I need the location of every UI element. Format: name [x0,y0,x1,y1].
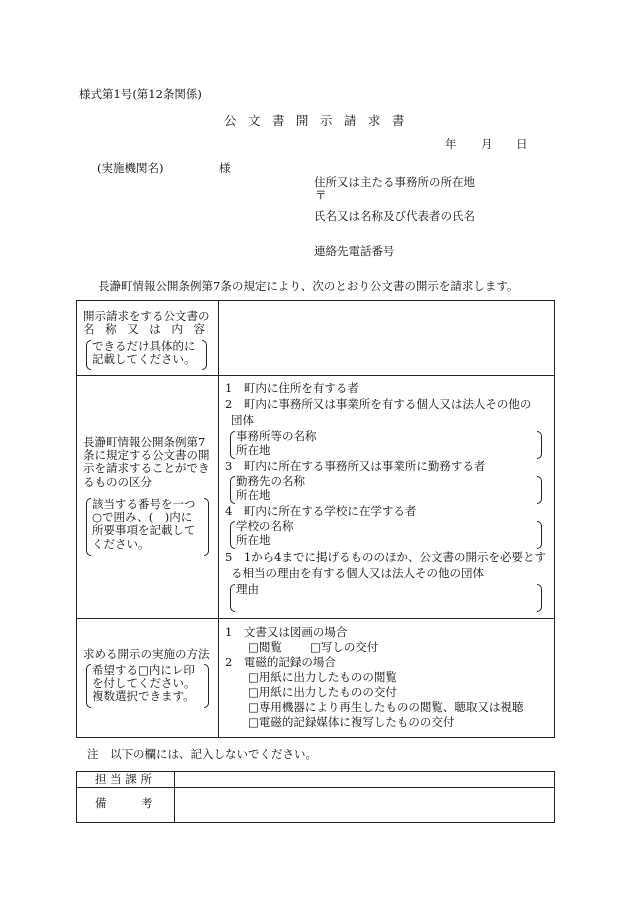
row2-item4-bracket-left [230,521,235,549]
row2-label-line: るものの区分 [83,474,152,489]
row2-item4: 4 町内に所在する学校に在学する者 [225,504,417,518]
row3-item2-opt[interactable]: □用紙に出力したものの閲覧 [248,670,397,684]
dept-label: 担 当 課 所 [95,772,152,786]
row2-item4-sub2: 所在地 [236,533,271,547]
row3-item1: 1 文書又は図画の場合 [225,625,348,639]
table-divider [218,300,219,738]
row1-char: 容 [193,322,205,337]
addressee-label: (実施機関名) [97,161,164,175]
row3-item1-opt-copy[interactable]: □写しの交付 [310,640,379,654]
row1-char: は [149,322,161,337]
row2-item3-sub1: 勤務先の名称 [236,474,305,488]
phone-label: 連絡先電話番号 [314,244,395,258]
row2-item2-sub2: 所在地 [236,443,271,457]
row2-item5-sub1: 理由 [236,582,259,596]
row2-item1: 1 町内に住所を有する者 [225,381,359,395]
honorific: 様 [219,161,231,175]
dept-field[interactable] [176,773,552,786]
row2-bottom-border [76,618,555,619]
row1-char: 称 [105,322,117,337]
row3-note [92,664,196,704]
row3-note-line: 希望する□内にレ印 [92,663,195,677]
row1-char: 内 [171,322,183,337]
name-label: 氏名又は名称及び代表者の氏名 [314,209,475,223]
row2-label-line: 条に規定する公文書の開 [83,448,210,463]
date-day: 日 [516,137,528,151]
row1-char: 又 [127,322,139,337]
table-top-border [76,300,555,301]
row1-label-line1: 開示請求をする公文書の [83,309,210,323]
footer-table-right [554,771,555,823]
row2-item5-line2: る相当の理由を有する個人又は法人その他の団体 [231,566,484,580]
row1-label-line2 [83,323,205,336]
row2-note-line: ○で囲み、( )内に [92,510,193,525]
row1-label [83,310,210,336]
footer-note: 注 以下の欄には、記入しないでください。 [87,747,317,761]
remarks-field[interactable] [176,789,552,821]
row3-note-bracket-left [86,664,91,708]
date-month: 月 [481,137,493,151]
row2-note-line: 該当する番号を一つ [92,497,196,511]
page-title: 公 文 書 開 示 請 求 書 [224,113,409,128]
row2-item5-bracket-left [230,584,235,612]
row3-label: 求める開示の実施の方法 [83,647,210,661]
row3-item2-opt[interactable]: □電磁的記録媒体に複写したものの交付 [248,715,455,729]
row1-note [92,340,196,366]
row3-note-line: 複数選択できます。 [92,689,195,704]
row3-item2-opt[interactable]: □専用機器により再生したものの閲覧、聴取又は視聴 [248,700,524,714]
remarks-label: 備 考 [95,796,153,810]
row2-item4-bracket-right [537,521,542,549]
table-right-border [554,300,555,738]
row2-label-line: 長瀞町情報公開条例第7 [83,435,206,449]
row3-note-bracket-right [204,664,209,708]
row2-note-line: 所要事項を記載して [92,523,196,538]
row3-item2-opt[interactable]: □用紙に出力したものの交付 [248,685,397,699]
row2-label [83,436,210,489]
row2-item2-bracket-left [230,431,235,459]
row2-item2-line1: 2 町内に事務所又は事業所を有する個人又は法人その他の [225,397,532,411]
postal-mark: 〒 [315,188,327,202]
intro-text: 長瀞町情報公開条例第7条の規定により、次のとおり公文書の開示を請求します。 [98,279,519,293]
footer-table-bottom [76,822,555,823]
footer-table-middle [76,787,555,788]
row2-item3-sub2: 所在地 [236,488,271,502]
row2-note-line: ください。 [92,536,150,551]
row2-item4-sub1: 学校の名称 [236,519,294,533]
table-bottom-border [76,737,555,738]
row2-note-bracket-right [204,498,209,556]
table-left-border [76,300,77,738]
row2-item5-bracket-right [537,584,542,612]
row2-item2-bracket-right [537,431,542,459]
row2-item2-line2: 団体 [231,413,254,427]
row2-item3-bracket-left [230,476,235,504]
row1-note-line1: できるだけ具体的に [92,339,196,353]
row2-label-line: 示を請求することができ [83,461,210,476]
row2-item3-bracket-right [537,476,542,504]
row2-item2-sub1: 事務所等の名称 [236,429,317,443]
row2-note-bracket-left [86,498,91,556]
row1-note-line2: 記載してください。 [92,352,196,367]
row1-bottom-border [76,375,555,376]
date-year: 年 [445,137,457,151]
row1-char: 名 [83,322,95,337]
row3-note-line: を付してください。 [92,676,196,691]
footer-table-divider [174,771,175,823]
form-number: 様式第1号(第12条関係) [79,87,202,101]
footer-table-left [76,771,77,823]
row3-item2: 2 電磁的記録の場合 [225,655,336,669]
row1-note-bracket-left [86,340,91,370]
row1-note-bracket-right [202,340,207,370]
address-label: 住所又は主たる事務所の所在地 [314,175,475,189]
row3-item1-opt-view[interactable]: □閲覧 [248,640,282,654]
row2-note [92,498,196,551]
row2-item5-line1: 5 1から4までに掲げるもののほか、公文書の開示を必要とす [225,550,546,564]
row2-item3: 3 町内に所在する事務所又は事業所に勤務する者 [225,459,486,473]
